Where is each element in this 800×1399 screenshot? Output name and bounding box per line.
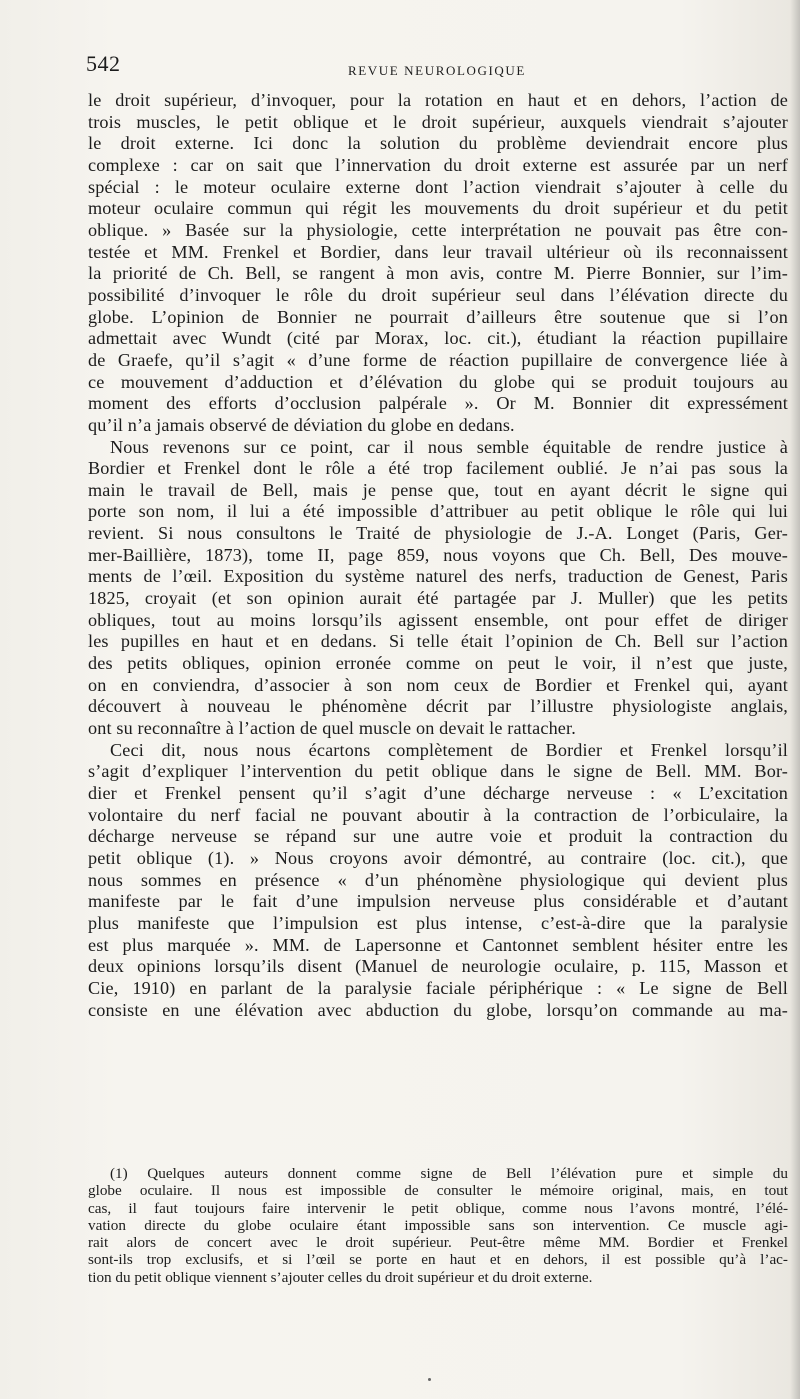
text-line: Ceci dit, nous nous écartons complètement de Bordier et Frenkel lorsqu’il (110, 739, 788, 760)
main-text (88, 90, 788, 1021)
text-line: s’agit d’expliquer l’intervention du petit oblique dans le signe de Bell. MM. Bor- (88, 761, 788, 782)
footnote-line: tion du petit oblique viennent s’ajouter celles du droit supérieur et du droit externe. (88, 1268, 593, 1286)
footnote-line: (1) Quelques auteurs donnent comme signe de Bell l’élévation pure et simple du (110, 1165, 788, 1182)
text-line: dier et Frenkel pensent qu’il s’agit d’une décharge nerveuse : « L’excitation (88, 783, 788, 803)
text-line: est plus marquée ». MM. de Lapersonne et Cantonnet semblent hésiter entre les (88, 934, 788, 955)
text-line: revient. Si nous consultons le Traité de physiologie de J.-A. Longet (Paris, Ger- (88, 523, 788, 544)
text-line: Bordier et Frenkel dont le rôle a été trop facilement oublié. Je n’ai pas sous la (88, 458, 788, 479)
text-line: testée et MM. Frenkel et Bordier, dans leur travail ultérieur où ils reconnaissent (88, 241, 788, 262)
text-line: ce mouvement d’adduction et d’élévation du globe qui se produit toujours au (88, 371, 788, 392)
text-line: qu’il n’a jamais observé de déviation du globe en dedans. (88, 414, 515, 435)
text-line: volontaire du nerf facial ne pouvant aboutir à la contraction de l’orbiculaire, la (88, 804, 788, 825)
text-line: moteur oculaire commun qui régit les mouvements du droit supérieur et du petit (88, 198, 788, 219)
footnote-line: vation directe du globe oculaire étant impossible sans son intervention. Ce muscle agi- (88, 1216, 788, 1234)
text-line: complexe : car on sait que l’innervation du droit externe est assurée par un nerf (88, 154, 788, 175)
footnote-line: rait alors de concert avec le droit supérieur. Peut-être même MM. Bordier et Frenkel (88, 1234, 788, 1252)
footnote-line: cas, il faut toujours faire intervenir le petit oblique, comme nous l’avons montré, l’élé- (88, 1199, 788, 1217)
text-line: deux opinions lorsqu’ils disent (Manuel de neurologie oculaire, p. 115, Masson et (88, 956, 788, 977)
text-line: ont su reconnaître à l’action de quel muscle on devait le rattacher. (88, 718, 576, 739)
text-line: 1825, croyait (et son opinion aurait été partagée par J. Muller) que les petits (88, 588, 788, 609)
text-line: moment des efforts d’occlusion palpérale ». Or M. Bonnier dit expressément (88, 393, 788, 414)
text-line: consiste en une élévation avec abduction du globe, lorsqu’on commande au ma- (88, 999, 788, 1020)
footnote-line: sont-ils trop exclusifs, et si l’œil se porte en haut et en dehors, il est possible qu’à l’ac- (88, 1251, 788, 1269)
text-line: globe. L’opinion de Bonnier ne pourrait d’ailleurs être soutenue que si l’on (88, 306, 788, 327)
text-line: ments de l’œil. Exposition du système naturel des nerfs, traduction de Genest, Paris (88, 566, 788, 587)
text-line: main le travail de Bell, mais je pense que, tout en ayant décrit le signe qui (88, 479, 788, 500)
text-line: on en conviendra, d’associer à son nom ceux de Bordier et Frenkel qui, ayant (88, 674, 788, 695)
text-line: spécial : le moteur oculaire externe dont l’action viendrait s’ajouter à celle du (88, 176, 788, 197)
text-line: le droit externe. Ici donc la solution du problème deviendrait encore plus (88, 133, 788, 154)
text-line: la priorité de Ch. Bell, se rangent à mon avis, contre M. Pierre Bonnier, sur l’im- (88, 263, 788, 284)
text-line: Cie, 1910) en parlant de la paralysie faciale périphérique : « Le signe de Bell (88, 977, 788, 998)
text-line: admettait avec Wundt (cité par Morax, loc. cit.), étudiant la réaction pupillaire (88, 328, 788, 349)
text-line: obliques, tout au moins lorsqu’ils agissent ensemble, ont pour effet de diriger (88, 609, 788, 630)
text-line: plus manifeste que l’impulsion est plus intense, c’est-à-dire que la paralysie (88, 912, 788, 933)
text-line: petit oblique (1). » Nous croyons avoir démontré, au contraire (loc. cit.), que (88, 847, 788, 868)
text-line: découvert à nouveau le phénomène décrit par l’illustre physiologiste anglais, (88, 696, 788, 717)
running-title: REVUE NEUROLOGIQUE (348, 63, 526, 78)
text-line: le droit supérieur, d’invoquer, pour la rotation en haut et en dehors, l’action de (88, 90, 788, 110)
text-line: manifeste par le fait d’une impulsion nerveuse plus considérable et d’autant (88, 891, 788, 912)
text-line: de Graefe, qu’il s’agit « d’une forme de réaction pupillaire de convergence liée à (88, 349, 788, 370)
text-line: possibilité d’invoquer le rôle du droit supérieur seul dans l’élévation directe du (88, 284, 788, 305)
text-line: les pupilles en haut et en dedans. Si telle était l’opinion de Ch. Bell sur l’action (88, 631, 788, 652)
text-line: trois muscles, le petit oblique et le droit supérieur, auxquels viendrait s’ajouter (88, 111, 788, 132)
text-line: décharge nerveuse se répand sur une autre voie et produit la contraction du (88, 826, 788, 847)
page-edge-shadow (790, 0, 800, 1399)
print-speck (428, 1378, 431, 1381)
text-line: oblique. » Basée sur la physiologie, cette interprétation ne pouvait pas être con- (88, 219, 788, 240)
page-number: 542 (86, 51, 121, 76)
text-line: nous sommes en présence « d’un phénomène physiologique qui devient plus (88, 869, 788, 890)
text-line: mer-Baillière, 1873), tome II, page 859, nous voyons que Ch. Bell, Des mouve- (88, 544, 788, 565)
text-line: des petits obliques, opinion erronée comme on peut le voir, il n’est que juste, (88, 653, 788, 674)
footnote-line: globe oculaire. Il nous est impossible de consulter le mémoire original, mais, en tout (88, 1182, 788, 1200)
text-line: Nous revenons sur ce point, car il nous semble équitable de rendre justice à (110, 436, 788, 457)
text-line: porte son nom, il lui a été impossible d’attribuer au petit oblique le rôle qui lui (88, 501, 788, 522)
footnotes (88, 1165, 788, 1286)
